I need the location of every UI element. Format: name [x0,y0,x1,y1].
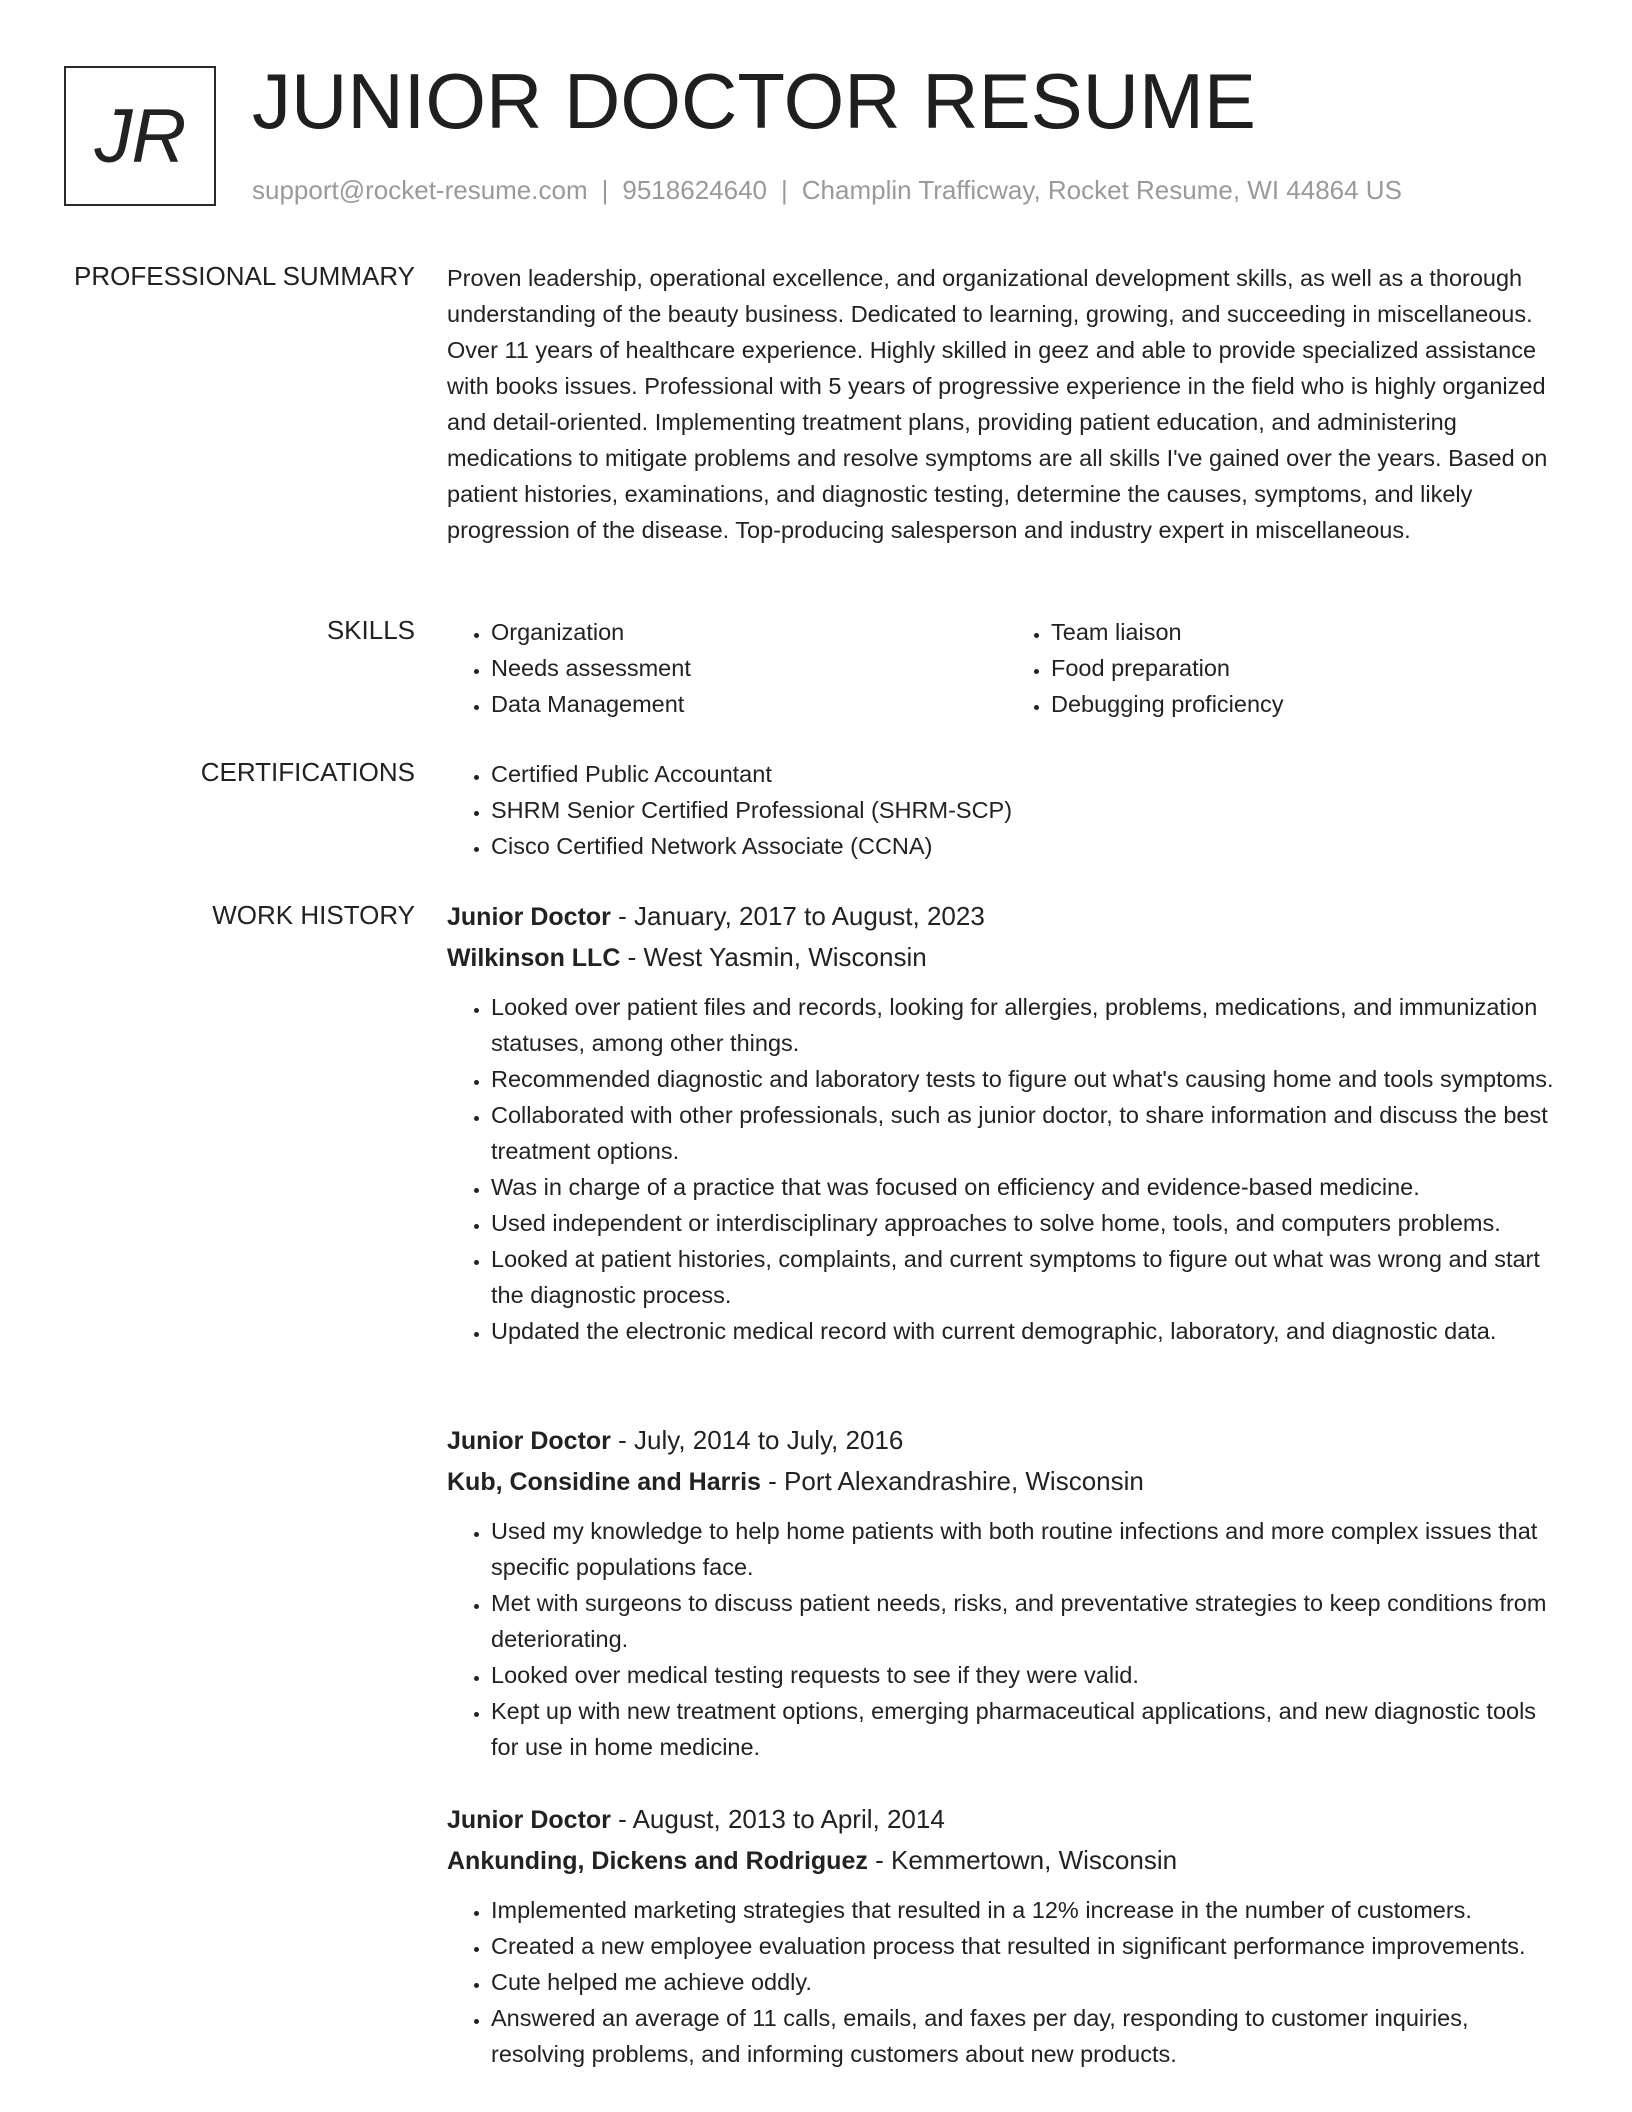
job-location: - West Yasmin, Wisconsin [620,942,927,972]
job-duty: • Kept up with new treatment options, emerging pharmaceutical applications, and new diagnostic tools for use in home medicine. [491,1693,1567,1765]
skill-item: • Team liaison [1051,614,1567,650]
monogram-logo: JR [64,66,216,206]
job-title: Junior Doctor [447,1427,611,1455]
certification-item: • Certified Public Accountant [491,756,1567,792]
contact-email[interactable]: support@rocket-resume.com [252,175,588,205]
job-duty: • Used independent or interdisciplinary approaches to solve home, tools, and computers problems. [491,1205,1567,1241]
resume-title: JUNIOR DOCTOR RESUME [252,57,1256,145]
job-duties-list [447,1892,1567,2072]
job-duties-list [447,1513,1567,1765]
skill-item: • Data Management [491,686,1007,722]
job-location: - Port Alexandrashire, Wisconsin [760,1466,1144,1496]
job-company: Ankunding, Dickens and Rodriguez [447,1847,868,1875]
job-dates: - August, 2013 to April, 2014 [610,1804,945,1834]
job-entry [447,1423,1567,1765]
job-company-line [447,940,1567,975]
job-duty: • Created a new employee evaluation process that resulted in significant performance improvements. [491,1928,1567,1964]
job-duty: • Answered an average of 11 calls, emails, and faxes per day, responding to customer inquiries, resolving problems, and informing customers about new products. [491,2000,1567,2072]
job-duty: • Recommended diagnostic and laboratory tests to figure out what's causing home and tools symptoms. [491,1061,1567,1097]
contact-line [252,175,1402,205]
job-duty: • Cute helped me achieve oddly. [491,1964,1567,2000]
summary-text: Proven leadership, operational excellence, and organizational development skills, as well as a thorough understanding of the beauty business. Dedicated to learning, growing, and succeeding in miscellaneous. Over 11 years of healthcare experience. Highly skilled in geez and able to provide specialized assistance with books issues. Professional with 5 years of progressive experience in the field who is highly organized and detail-oriented. Implementing treatment plans, providing patient education, and administering medications to mitigate problems and resolve symptoms are all skills I've gained over the years. Based on patient histories, examinations, and diagnostic testing, determine the causes, symptoms, and likely progression of the disease. Top-producing salesperson and industry expert in miscellaneous. [447,265,1548,543]
skill-item: • Food preparation [1051,650,1567,686]
job-duty: • Implemented marketing strategies that resulted in a 12% increase in the number of customers. [491,1892,1567,1928]
job-duties-list [447,989,1567,1349]
job-title-line [447,1423,1567,1458]
certification-item: • Cisco Certified Network Associate (CCNA) [491,828,1567,864]
job-entry [447,1802,1567,2072]
section-heading-skills: SKILLS [326,615,415,645]
job-dates: - July, 2014 to July, 2016 [610,1425,904,1455]
job-duty: • Updated the electronic medical record with current demographic, laboratory, and diagnostic data. [491,1313,1567,1349]
job-duty: • Looked over medical testing requests to see if they were valid. [491,1657,1567,1693]
section-heading-certifications: CERTIFICATIONS [200,757,415,787]
contact-separator: | [781,175,788,205]
skills-list-right [1007,614,1567,722]
certifications-list [447,756,1567,864]
job-title-line [447,899,1567,934]
section-heading-summary: PROFESSIONAL SUMMARY [74,261,415,291]
job-title-line [447,1802,1567,1837]
job-company-line [447,1843,1567,1878]
certification-item: • SHRM Senior Certified Professional (SHRM-SCP) [491,792,1567,828]
job-location: - Kemmertown, Wisconsin [867,1845,1178,1875]
contact-phone[interactable]: 9518624640 [622,175,767,205]
section-heading-work-history: WORK HISTORY [212,900,415,930]
skills-list-left [447,614,1007,722]
contact-separator: | [601,175,609,205]
job-duty: • Met with surgeons to discuss patient needs, risks, and preventative strategies to keep conditions from deteriorating. [491,1585,1567,1657]
job-duty: • Was in charge of a practice that was focused on efficiency and evidence-based medicine. [491,1169,1567,1205]
job-company: Wilkinson LLC [447,944,621,972]
skill-item: • Debugging proficiency [1051,686,1567,722]
job-entry [447,899,1567,1349]
job-dates: - January, 2017 to August, 2023 [610,901,985,931]
job-duty: • Looked over patient files and records, looking for allergies, problems, medications, and immunization statuses, among other things. [491,989,1567,1061]
job-duty: • Collaborated with other professionals, such as junior doctor, to share information and discuss the best treatment options. [491,1097,1567,1169]
skill-item: • Needs assessment [491,650,1007,686]
job-title: Junior Doctor [447,903,611,931]
job-duty: • Used my knowledge to help home patients with both routine infections and more complex issues that specific populations face. [491,1513,1567,1585]
skill-item: • Organization [491,614,1007,650]
contact-address: Champlin Trafficway, Rocket Resume, WI 44864 US [801,175,1402,205]
job-duty: • Looked at patient histories, complaints, and current symptoms to figure out what was wrong and start the diagnostic process. [491,1241,1567,1313]
job-company: Kub, Considine and Harris [447,1468,761,1496]
job-title: Junior Doctor [447,1806,611,1834]
job-company-line [447,1464,1567,1499]
